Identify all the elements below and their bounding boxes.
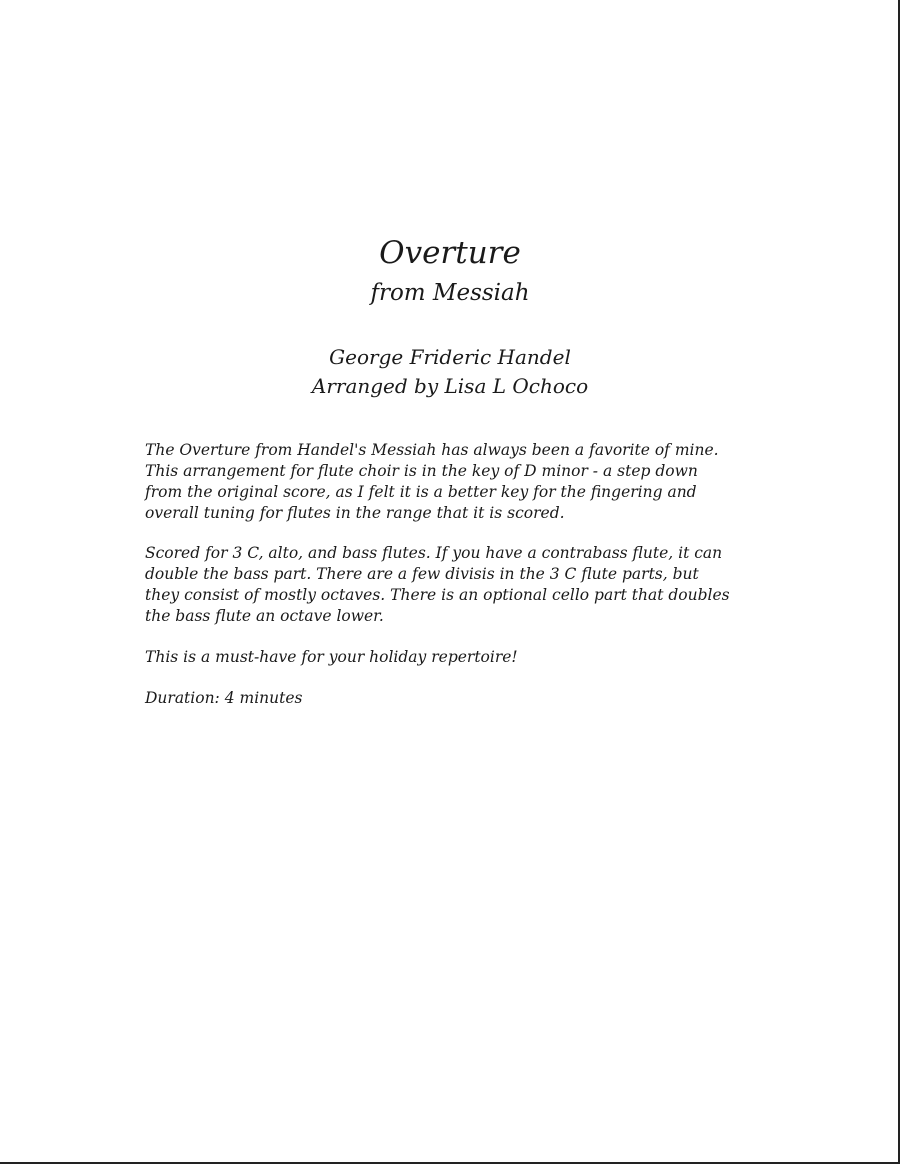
- text-line: This is a must-have for your holiday repertoire!: [145, 648, 518, 666]
- page-subtitle: from Messiah: [370, 280, 530, 306]
- text-line: overall tuning for flutes in the range that it is scored.: [145, 504, 565, 522]
- text-line: Scored for 3 C, alto, and bass flutes. If you have a contrabass flute, it can: [145, 544, 723, 562]
- text-line: This arrangement for flute choir is in the key of D minor - a step down: [145, 462, 698, 480]
- composer-credit: George Frideric Handel: [329, 345, 571, 369]
- duration-paragraph: [145, 688, 785, 709]
- text-line: they consist of mostly octaves. There is an optional cello part that doubles: [145, 586, 730, 604]
- page-title: Overture: [379, 235, 521, 271]
- description-paragraph: [145, 440, 785, 524]
- instrumentation-paragraph: [145, 543, 785, 627]
- text-line: from the original score, as I felt it is a better key for the fingering and: [145, 483, 697, 501]
- text-line: Duration: 4 minutes: [145, 689, 303, 707]
- text-line: the bass flute an octave lower.: [145, 607, 384, 625]
- recommendation-paragraph: [145, 647, 785, 668]
- text-line: The Overture from Handel's Messiah has always been a favorite of mine.: [145, 441, 719, 459]
- text-line: double the bass part. There are a few divisis in the 3 C flute parts, but: [145, 565, 699, 583]
- arranger-credit: Arranged by Lisa L Ochoco: [311, 374, 589, 398]
